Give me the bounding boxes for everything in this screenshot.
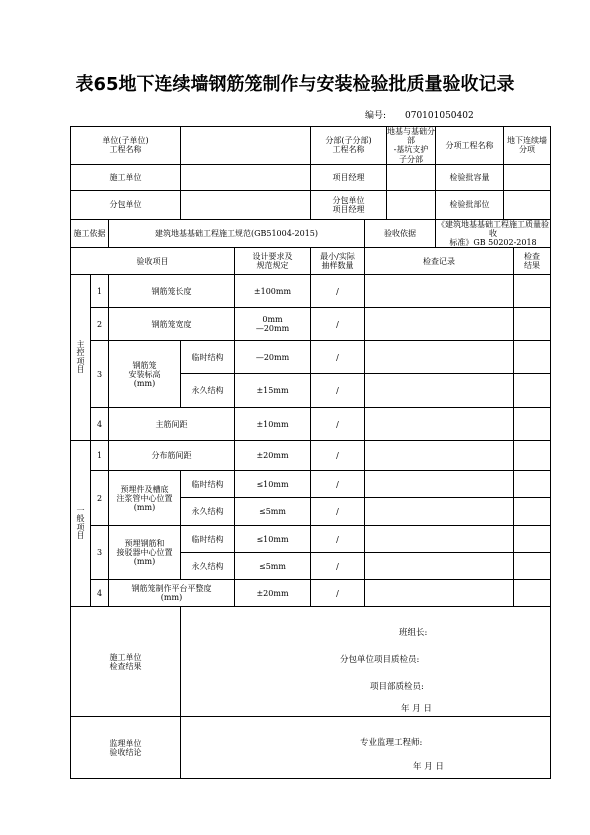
main-2-no: 2 — [91, 308, 109, 341]
main-1-sample[interactable]: / — [311, 275, 365, 308]
team-leader-sign: 班组长: — [399, 628, 428, 638]
gen-2a-req: ≤10mm — [235, 471, 311, 498]
gen-2a-result[interactable] — [514, 471, 551, 498]
gen-2b-req: ≤5mm — [235, 498, 311, 526]
inspection-table — [70, 126, 551, 779]
sub-pm-value[interactable] — [387, 190, 436, 219]
supervision-label: 监理单位 验收结论 — [71, 717, 181, 779]
gen-4-sample[interactable]: / — [311, 580, 365, 607]
acceptance-value: 《建筑地基基础工程施工质量验收 标准》GB 50202-2018 — [437, 219, 549, 248]
gen-3b-sample[interactable]: / — [311, 553, 365, 580]
main-2-name: 钢筋笼宽度 — [109, 308, 235, 341]
main-3-no: 3 — [91, 341, 109, 408]
main-3b-record[interactable] — [365, 374, 514, 408]
general-group: 一 般 项 目 — [71, 441, 91, 607]
gen-3-no: 3 — [91, 526, 109, 580]
pm-label: 项目经理 — [311, 164, 387, 190]
unit-name-value[interactable] — [181, 127, 311, 165]
gen-2b-name: 永久结构 — [181, 498, 235, 526]
col-record-header: 检查记录 — [365, 248, 514, 275]
main-1-result[interactable] — [514, 275, 551, 308]
gen-3b-result[interactable] — [514, 553, 551, 580]
item-name-label: 分项工程名称 — [436, 127, 504, 165]
gen-4-name: 钢筋笼制作平台平整度 (mm) — [109, 580, 235, 607]
supervision-date: 年 月 日 — [413, 762, 444, 772]
gen-1-result[interactable] — [514, 441, 551, 471]
col-req-header: 设计要求及 规范规定 — [235, 248, 311, 275]
gen-3b-record[interactable] — [365, 553, 514, 580]
gen-2-name: 预埋件及槽底 注浆管中心位置 (mm) — [109, 471, 181, 526]
main-3a-sample[interactable]: / — [311, 341, 365, 374]
main-3a-record[interactable] — [365, 341, 514, 374]
constructor-value[interactable] — [181, 164, 311, 190]
capacity-value[interactable] — [504, 164, 551, 190]
basis-value: 建筑地基基础工程施工规范(GB51004-2015) — [109, 219, 365, 248]
gen-3a-req: ≤10mm — [235, 526, 311, 553]
division-name-label: 分部(子分部) 工程名称 — [311, 127, 387, 165]
gen-2a-name: 临时结构 — [181, 471, 235, 498]
main-2-req: 0mm —20mm — [235, 308, 311, 341]
gen-1-record[interactable] — [365, 441, 514, 471]
construction-check-label: 施工单位 检查结果 — [71, 607, 181, 717]
col-item-header: 验收项目 — [71, 248, 235, 275]
capacity-label: 检验批容量 — [436, 164, 504, 190]
supervision-engineer-sign: 专业监理工程师: — [360, 738, 423, 748]
main-4-req: ±10mm — [235, 408, 311, 441]
gen-3a-record[interactable] — [365, 526, 514, 553]
main-1-name: 钢筋笼长度 — [109, 275, 235, 308]
main-3a-name: 临时结构 — [181, 341, 235, 374]
basis-label: 施工依据 — [71, 219, 109, 248]
gen-1-no: 1 — [91, 441, 109, 471]
project-quality-inspector-sign: 项目部质检员: — [370, 682, 424, 692]
gen-4-record[interactable] — [365, 580, 514, 607]
gen-3a-result[interactable] — [514, 526, 551, 553]
gen-4-result[interactable] — [514, 580, 551, 607]
main-1-no: 1 — [91, 275, 109, 308]
gen-1-name: 分布筋间距 — [109, 441, 235, 471]
unit-name-label: 单位(子单位) 工程名称 — [71, 127, 181, 165]
record-number-label: 编号: — [365, 111, 387, 121]
col-sample-header: 最小/实际 抽样数量 — [311, 248, 365, 275]
record-number-value: 070101050402 — [405, 111, 474, 121]
main-3-name: 钢筋笼 安装标高 (mm) — [109, 341, 181, 408]
gen-4-req: ±20mm — [235, 580, 311, 607]
main-3b-result[interactable] — [514, 374, 551, 408]
constructor-label: 施工单位 — [71, 164, 181, 190]
construction-date: 年 月 日 — [401, 704, 432, 714]
part-value[interactable] — [504, 190, 551, 219]
gen-3a-name: 临时结构 — [181, 526, 235, 553]
subcontractor-value[interactable] — [181, 190, 311, 219]
sub-quality-inspector-sign: 分包单位项目质检员: — [340, 655, 420, 665]
gen-3b-req: ≤5mm — [235, 553, 311, 580]
page-title: 表65地下连续墙钢筋笼制作与安装检验批质量验收记录 — [75, 74, 515, 95]
col-result-header: 检查 结果 — [514, 248, 551, 275]
gen-2a-sample[interactable]: / — [311, 471, 365, 498]
main-2-result[interactable] — [514, 308, 551, 341]
gen-3b-name: 永久结构 — [181, 553, 235, 580]
main-2-sample[interactable]: / — [311, 308, 365, 341]
subcontractor-label: 分包单位 — [71, 190, 181, 219]
record-number — [365, 108, 474, 121]
main-3a-result[interactable] — [514, 341, 551, 374]
gen-2b-record[interactable] — [365, 498, 514, 526]
acceptance-label: 验收依据 — [365, 219, 436, 248]
main-4-no: 4 — [91, 408, 109, 441]
main-2-record[interactable] — [365, 308, 514, 341]
main-3b-sample[interactable]: / — [311, 374, 365, 408]
gen-1-sample[interactable]: / — [311, 441, 365, 471]
gen-2-no: 2 — [91, 471, 109, 526]
main-4-record[interactable] — [365, 408, 514, 441]
gen-3a-sample[interactable]: / — [311, 526, 365, 553]
pm-value[interactable] — [387, 164, 436, 190]
gen-1-req: ±20mm — [235, 441, 311, 471]
gen-2b-sample[interactable]: / — [311, 498, 365, 526]
main-3a-req: —20mm — [235, 341, 311, 374]
sub-pm-label: 分包单位 项目经理 — [311, 190, 387, 219]
main-3b-name: 永久结构 — [181, 374, 235, 408]
part-label: 检验批部位 — [436, 190, 504, 219]
main-control-group: 主 控 项 目 — [71, 275, 91, 441]
item-name-value: 地下连续墙分项 — [504, 127, 551, 165]
main-4-result[interactable] — [514, 408, 551, 441]
gen-2a-record[interactable] — [365, 471, 514, 498]
main-1-req: ±100mm — [235, 275, 311, 308]
gen-3-name: 预埋钢筋和 接驳器中心位置 (mm) — [109, 526, 181, 580]
gen-4-no: 4 — [91, 580, 109, 607]
main-1-record[interactable] — [365, 275, 514, 308]
main-4-sample[interactable]: / — [311, 408, 365, 441]
division-name-value: 地基与基础分部 -基坑支护 子分部 — [387, 127, 435, 164]
main-4-name: 主筋间距 — [109, 408, 235, 441]
gen-2b-result[interactable] — [514, 498, 551, 526]
main-3b-req: ±15mm — [235, 374, 311, 408]
